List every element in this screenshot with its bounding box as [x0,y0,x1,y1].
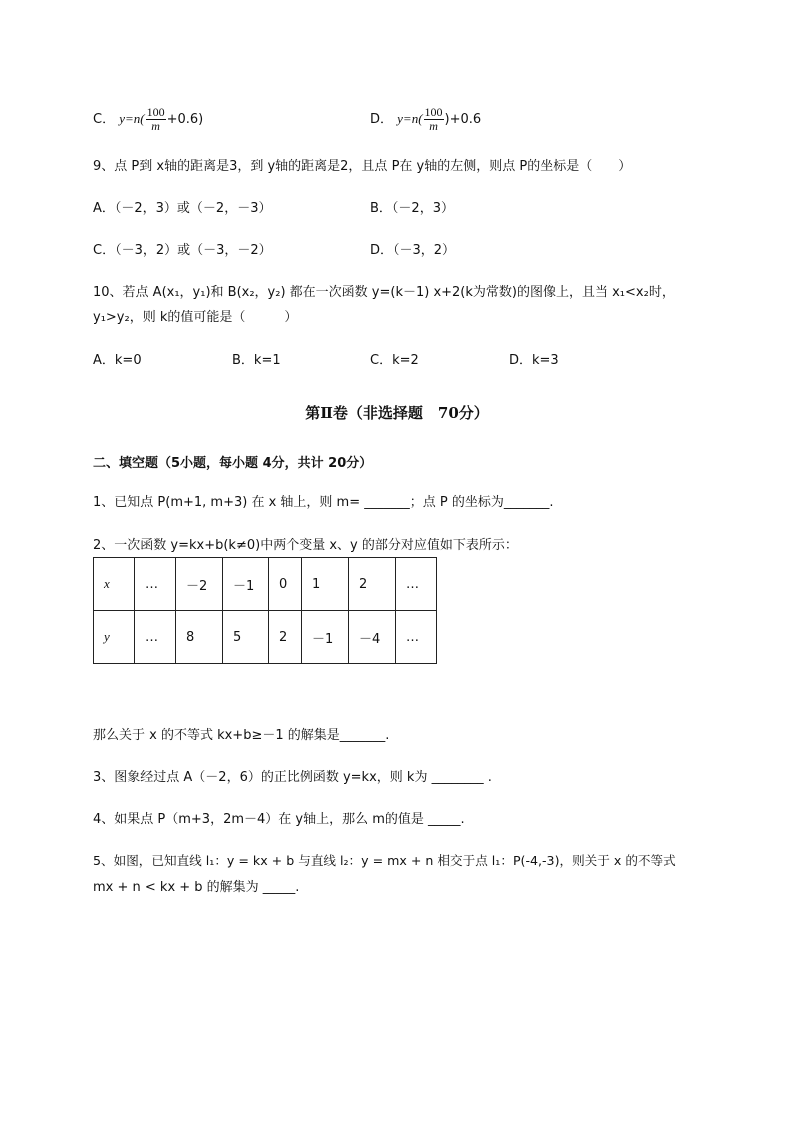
table-cell: －4 [349,611,396,664]
table-row [94,558,437,611]
q8-option-c [93,104,203,134]
section-heading: 二、填空题（5小题，每小题 4分，共计 20分） [93,456,373,471]
table-cell: … [396,558,437,611]
formula-part: )+0.6 [444,112,482,127]
fill-question-5-line2: mx + n < kx + b 的解集为 _____. [93,880,300,895]
table-cell: 2 [269,611,302,664]
table-cell: －1 [223,558,269,611]
q9-option-c: C．（－3，2）或（－3，－2） [93,243,272,258]
fraction-numerator: 100 [424,105,443,119]
fraction-denominator: m [429,119,438,133]
formula-part: y=n( [397,111,423,126]
fill-question-5-line1: 5、如图，已知直线 l₁：y = kx + b 与直线 l₂：y = mx + n 相交于点 l₁：P(-4,-3)，则关于 x 的不等式 [93,853,676,868]
table-cell: 8 [176,611,223,664]
fraction-numerator: 100 [146,105,165,119]
formula-part: +0.6) [166,112,204,127]
q8-option-d [370,104,481,134]
q9-stem: 9、点 P到 x轴的距离是3，到 y轴的距离是2，且点 P在 y轴的左侧，则点 P的坐标是（ ） [93,159,632,174]
fill-question-4: 4、如果点 P（m+3，2m－4）在 y轴上，那么 m的值是 _____. [93,812,465,827]
table-cell: 2 [349,558,396,611]
option-letter: D． [370,112,394,127]
q10-option-d: D．k=3 [509,353,559,368]
table-cell: … [396,611,437,664]
table-cell: y [94,611,135,664]
fill-question-2-tail: 那么关于 x 的不等式 kx+b≥－1 的解集是_______. [93,728,390,743]
formula-part: y=n( [119,111,145,126]
q9-option-b: B．（－2，3） [370,201,454,216]
fraction [424,106,444,133]
q10-stem-line2: y₁>y₂，则 k的值可能是（ ） [93,310,298,325]
q10-stem-line1: 10、若点 A(x₁，y₁)和 B(x₂，y₂) 都在一次函数 y=(k－1) x+2(k为常数)的图像上，且当 x₁<x₂时， [93,285,675,300]
table-cell: －2 [176,558,223,611]
fill-question-2-stem: 2、一次函数 y=kx+b(k≠0)中两个变量 x、y 的部分对应值如下表所示： [93,538,518,553]
q9-option-a: A．（－2，3）或（－2，－3） [93,201,272,216]
table-row [94,611,437,664]
q10-option-b: B．k=1 [232,353,281,368]
fraction-denominator: m [151,119,160,133]
table-cell: 1 [302,558,349,611]
table-cell: … [135,611,176,664]
table-cell: x [94,558,135,611]
part-title: 第Ⅱ卷（非选择题 70分） [305,404,489,422]
fraction [146,106,166,133]
q10-option-a: A．k=0 [93,353,142,368]
table-cell: … [135,558,176,611]
table-cell: 5 [223,611,269,664]
option-letter: C． [93,112,116,127]
table-cell: 0 [269,558,302,611]
fill-question-3: 3、图象经过点 A（－2，6）的正比例函数 y=kx，则 k为 ________ . [93,770,492,785]
q10-option-c: C．k=2 [370,353,419,368]
fill-question-1: 1、已知点 P(m+1, m+3) 在 x 轴上，则 m= _______；点 P 的坐标为_______. [93,495,554,510]
table-cell: －1 [302,611,349,664]
q9-option-d: D．（－3，2） [370,243,456,258]
value-table [93,557,437,664]
